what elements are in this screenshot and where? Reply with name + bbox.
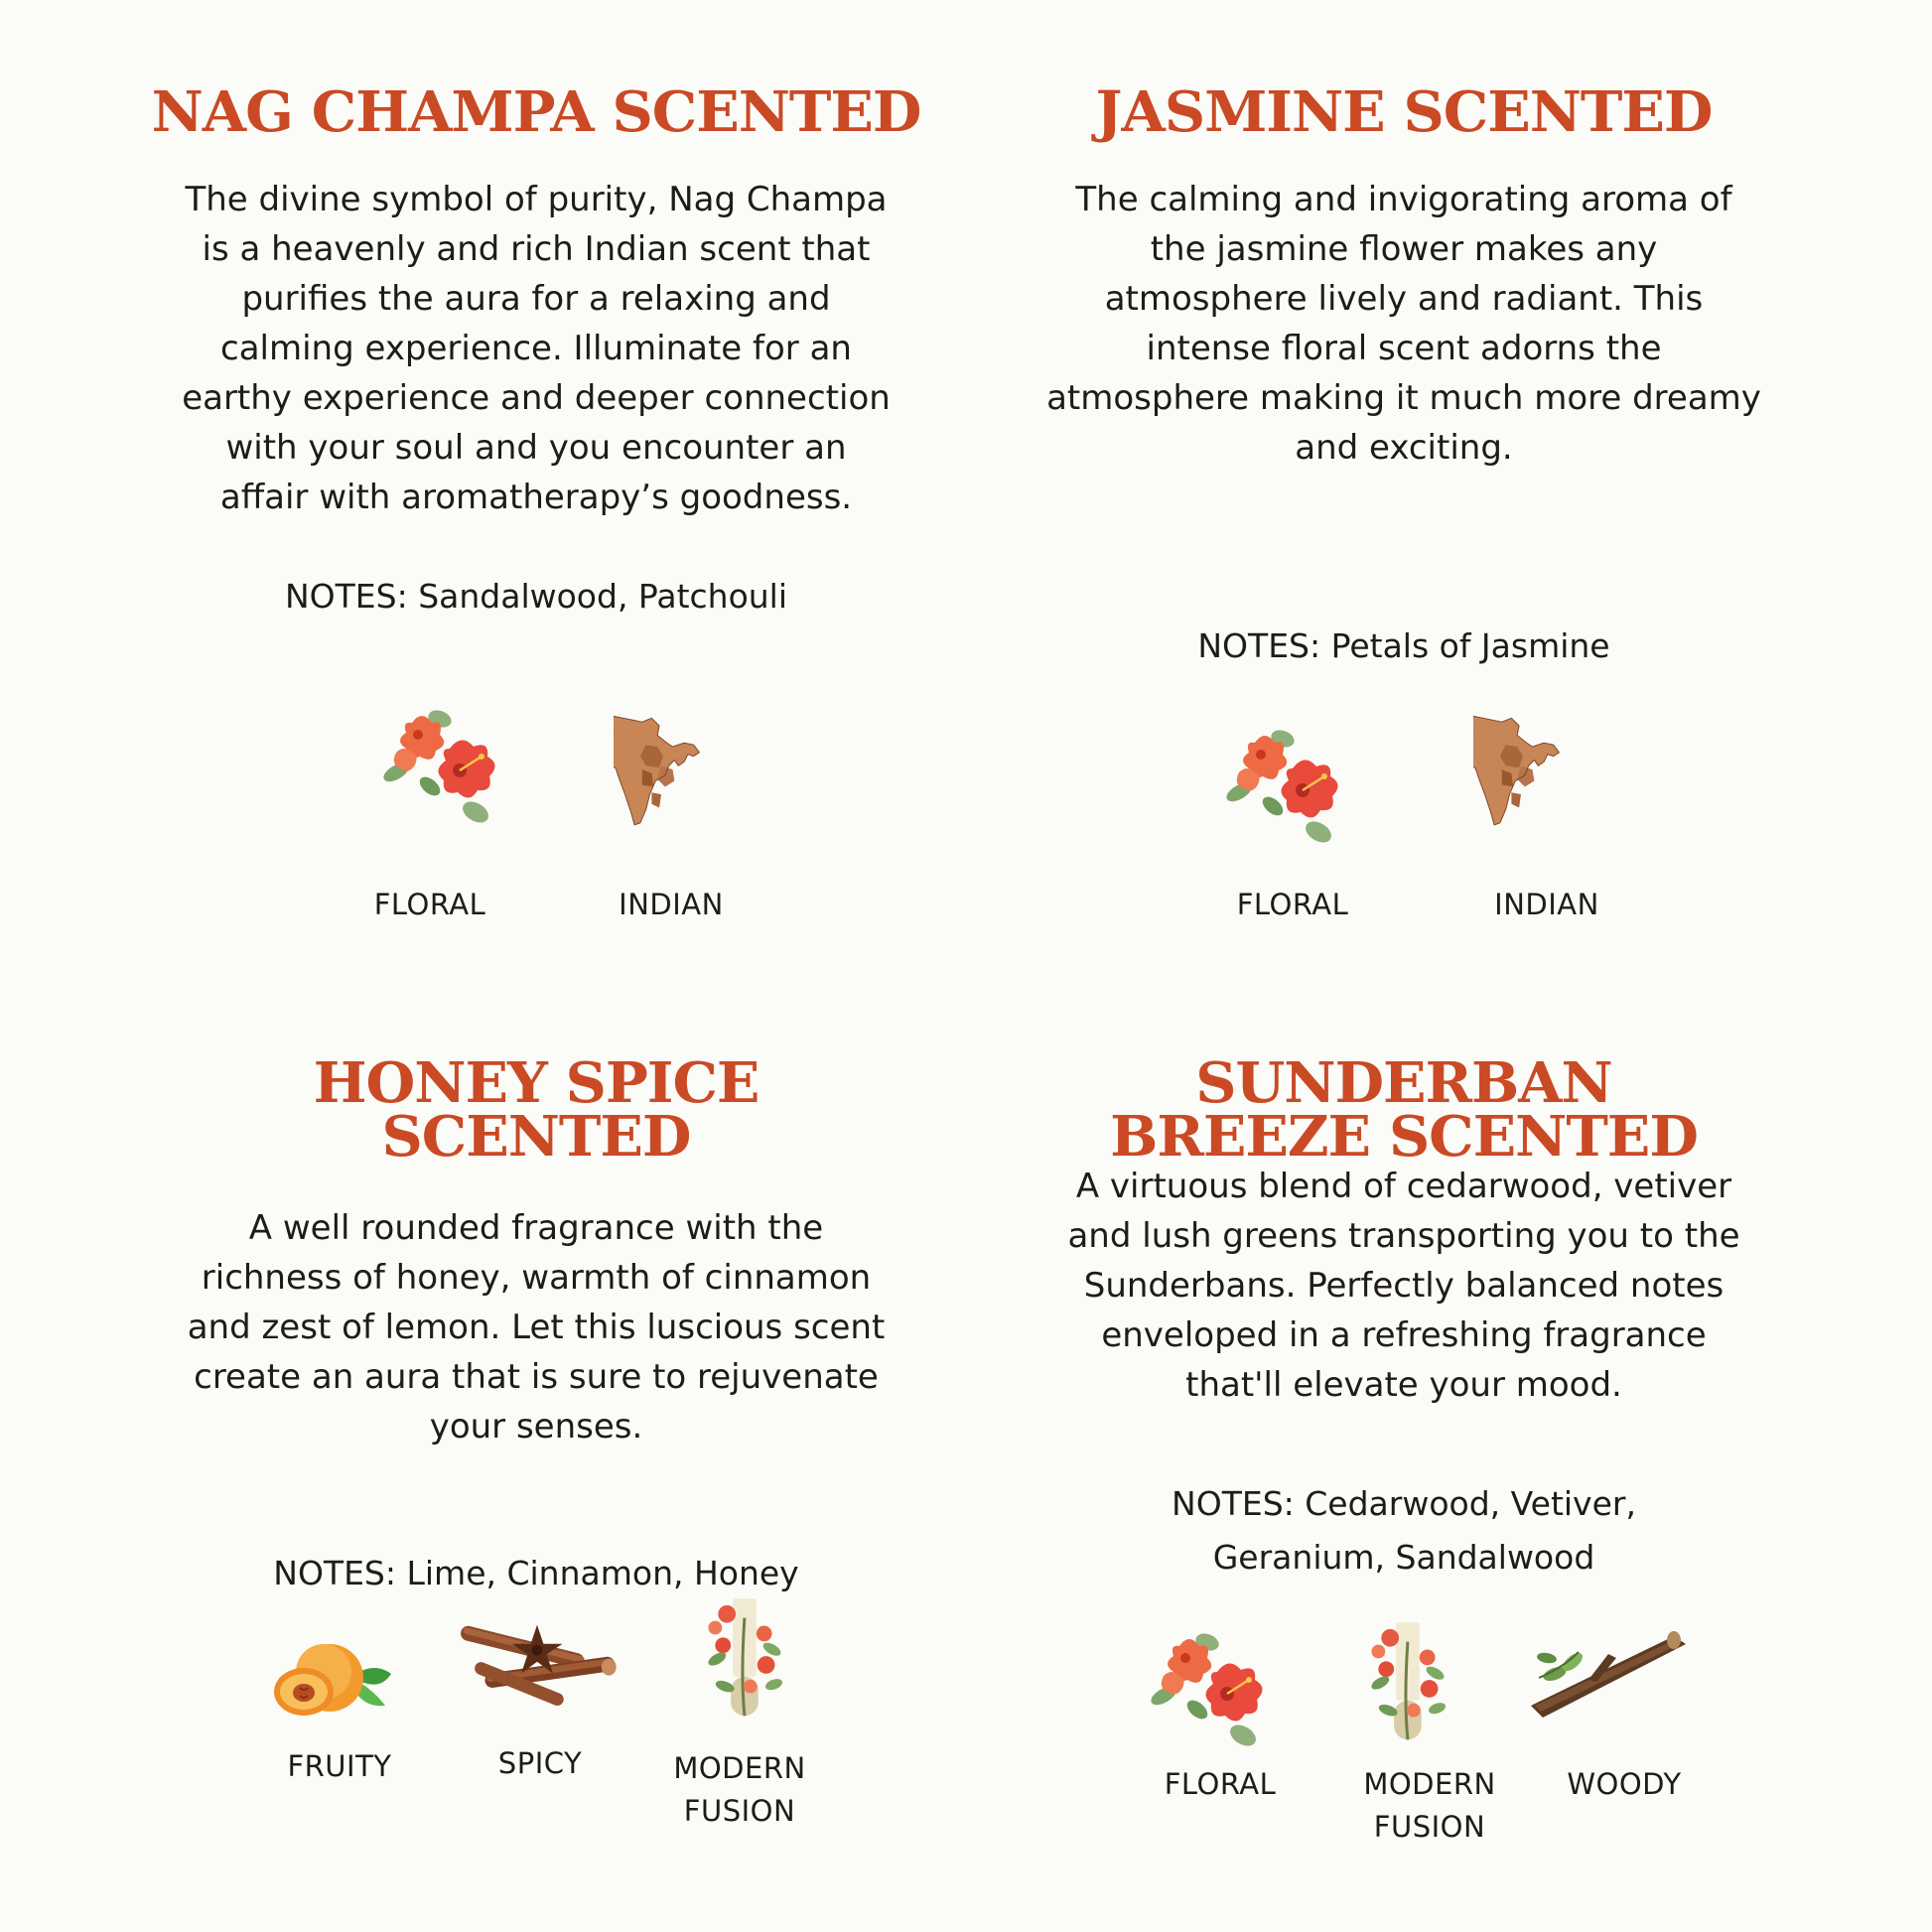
scent-notes: NOTES: Sandalwood, Patchouli (284, 577, 788, 616)
tag-woody (1567, 1763, 1681, 1806)
tag-fruity (287, 1745, 391, 1788)
tag-modern-fusion (1363, 1763, 1495, 1849)
scent-title: HONEY SPICE SCENTED (313, 1050, 759, 1170)
scent-card-jasmine (1027, 79, 1781, 673)
hibiscus-flower-icon (1140, 1624, 1279, 1753)
tag-spicy (498, 1742, 582, 1785)
scent-description: A virtuous blend of cedarwood, vetiver and lush greens transporting you to the Sunderbans. Perfectly balanced notes enveloped in a refreshing fragrance that'll elevate your mood. (1067, 1167, 1740, 1405)
cinnamon-star-anise-icon (453, 1618, 621, 1714)
tag-label: MODERN FUSION (673, 1751, 806, 1828)
tag-label: INDIAN (1494, 888, 1599, 921)
scent-title: JASMINE SCENTED (1095, 79, 1713, 145)
tag-label: MODERN FUSION (1363, 1767, 1496, 1844)
tag-floral (374, 884, 486, 926)
tag-floral (1237, 884, 1349, 926)
scent-description: The calming and invigorating aroma of the jasmine flower makes any atmosphere lively and radiant. This intense floral scent adorns the atmosphere making it much more dreamy and exciting. (1046, 180, 1761, 468)
scent-notes: NOTES: Petals of Jasmine (1197, 626, 1610, 665)
tag-indian (619, 884, 724, 926)
peach-fruit-icon (260, 1630, 399, 1729)
tag-label: FRUITY (287, 1749, 392, 1783)
tag-label: FLORAL (373, 888, 486, 921)
india-map-icon (614, 715, 709, 832)
tag-modern-fusion (673, 1747, 805, 1833)
scent-description: A well rounded fragrance with the richness of honey, warmth of cinnamon and zest of lemon. Let this luscious scent create an aura that is sure to rejuvenate your senses. (187, 1208, 886, 1447)
tag-label: FLORAL (1164, 1767, 1277, 1801)
scent-notes: NOTES: Cedarwood, Vetiver, Geranium, Sandalwood (1172, 1484, 1636, 1577)
floral-sprig-icon (1358, 1618, 1448, 1755)
wood-branch-icon (1525, 1618, 1694, 1727)
tag-label: INDIAN (619, 888, 724, 921)
scent-notes: NOTES: Lime, Cinnamon, Honey (273, 1554, 799, 1592)
scent-title: NAG CHAMPA SCENTED (151, 79, 921, 145)
tag-floral (1165, 1763, 1277, 1806)
scent-title: SUNDERBAN BREEZE SCENTED (1110, 1050, 1698, 1170)
floral-sprig-icon (695, 1594, 784, 1731)
tag-indian (1494, 884, 1599, 926)
hibiscus-flower-icon (1215, 721, 1354, 850)
hibiscus-flower-icon (372, 701, 511, 830)
india-map-icon (1473, 715, 1569, 832)
scent-card-nag-champa (151, 79, 921, 623)
tag-label: FLORAL (1236, 888, 1349, 921)
tag-label: SPICY (497, 1746, 583, 1780)
scent-card-honey-spice (159, 1050, 913, 1600)
scent-card-sunderban-breeze (1027, 1050, 1781, 1585)
scent-description: The divine symbol of purity, Nag Champa is a heavenly and rich Indian scent that purifies the aura for a relaxing and calming experience. Illuminate for an earthy experience and deeper connection with your soul and you encounter an affair with aromatherapy’s goodness. (182, 180, 891, 517)
tag-label: WOODY (1567, 1767, 1682, 1801)
